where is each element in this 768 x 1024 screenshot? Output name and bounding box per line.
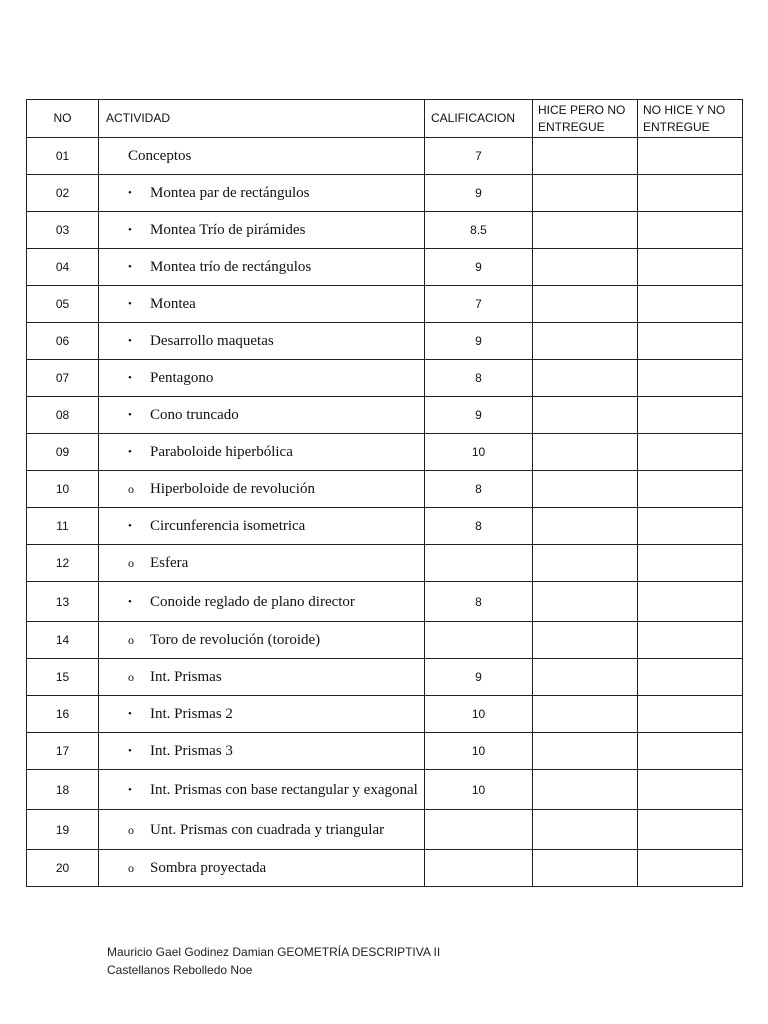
- no-hice-y-no-entregue-cell: [638, 397, 743, 434]
- row-number: 04: [27, 249, 99, 286]
- row-number: 03: [27, 212, 99, 249]
- activity-cell: [99, 770, 425, 810]
- no-hice-y-no-entregue-cell: [638, 175, 743, 212]
- row-number: 06: [27, 323, 99, 360]
- row-number: 11: [27, 508, 99, 545]
- hice-pero-no-entregue-cell: [533, 696, 638, 733]
- activity-cell: [99, 545, 425, 582]
- hollow-bullet-icon: o: [128, 822, 134, 837]
- hice-pero-no-entregue-cell: [533, 471, 638, 508]
- hice-pero-no-entregue-cell: [533, 323, 638, 360]
- hice-pero-no-entregue-cell: [533, 545, 638, 582]
- grades-table: [26, 99, 743, 887]
- row-number: 17: [27, 733, 99, 770]
- grade-cell: [425, 850, 533, 887]
- activity-name: Montea Trío de pirámides: [150, 222, 306, 238]
- no-hice-y-no-entregue-cell: [638, 508, 743, 545]
- row-number: 05: [27, 286, 99, 323]
- hice-pero-no-entregue-cell: [533, 582, 638, 622]
- table-row: [27, 545, 743, 582]
- footer-teacher: Castellanos Rebolledo Noe: [107, 963, 253, 977]
- table-row: [27, 323, 743, 360]
- grade-cell: 10: [425, 434, 533, 471]
- bullet-icon: •: [128, 224, 132, 236]
- grade-cell: 8: [425, 508, 533, 545]
- hice-pero-no-entregue-cell: [533, 397, 638, 434]
- activity-cell: [99, 175, 425, 212]
- table-row: [27, 622, 743, 659]
- grade-cell: 8: [425, 471, 533, 508]
- activity-name: Unt. Prismas con cuadrada y triangular: [150, 821, 385, 838]
- grade-cell: 8: [425, 360, 533, 397]
- activity-name: Toro de revolución (toroide): [150, 632, 321, 648]
- activity-cell: [99, 360, 425, 397]
- header-actividad: ACTIVIDAD: [99, 100, 425, 138]
- table-row: [27, 397, 743, 434]
- no-hice-y-no-entregue-cell: [638, 696, 743, 733]
- activity-cell: [99, 397, 425, 434]
- grade-cell: 7: [425, 138, 533, 175]
- header-no-hice-y-no-entregue: [638, 100, 743, 138]
- no-hice-y-no-entregue-cell: [638, 770, 743, 810]
- grade-cell: [425, 810, 533, 850]
- activity-cell: [99, 471, 425, 508]
- header-hice-line2: ENTREGUE: [538, 119, 605, 134]
- activity-name: Int. Prismas: [150, 669, 222, 685]
- grade-cell: 9: [425, 323, 533, 360]
- row-number: 01: [27, 138, 99, 175]
- hice-pero-no-entregue-cell: [533, 212, 638, 249]
- hollow-bullet-icon: o: [128, 670, 134, 684]
- grade-cell: 9: [425, 175, 533, 212]
- header-calificacion: CALIFICACION: [425, 100, 533, 138]
- footer-author-course: Mauricio Gael Godinez Damian GEOMETRÍA DESCRIPTIVA II: [107, 945, 441, 959]
- hollow-bullet-icon: o: [128, 482, 134, 496]
- bullet-icon: •: [128, 520, 132, 532]
- activity-name: Int. Prismas 2: [150, 706, 233, 722]
- row-number: 14: [27, 622, 99, 659]
- activity-cell: [99, 733, 425, 770]
- header-nohice-line1: NO HICE Y NO: [643, 102, 726, 117]
- no-hice-y-no-entregue-cell: [638, 622, 743, 659]
- hice-pero-no-entregue-cell: [533, 810, 638, 850]
- activity-name: Montea trío de rectángulos: [150, 259, 312, 275]
- bullet-icon: •: [128, 708, 132, 720]
- no-hice-y-no-entregue-cell: [638, 360, 743, 397]
- activity-cell: [99, 212, 425, 249]
- table-row: [27, 850, 743, 887]
- activity-name: Int. Prismas con base rectangular y exagonal: [150, 781, 418, 798]
- grade-cell: [425, 622, 533, 659]
- no-hice-y-no-entregue-cell: [638, 733, 743, 770]
- hollow-bullet-icon: o: [128, 556, 134, 570]
- table-row: [27, 471, 743, 508]
- row-number: 08: [27, 397, 99, 434]
- hice-pero-no-entregue-cell: [533, 659, 638, 696]
- table-row: [27, 508, 743, 545]
- activity-name: Pentagono: [150, 370, 214, 386]
- hice-pero-no-entregue-cell: [533, 286, 638, 323]
- row-number: 09: [27, 434, 99, 471]
- no-hice-y-no-entregue-cell: [638, 138, 743, 175]
- activity-name: Sombra proyectada: [150, 860, 267, 876]
- activity-cell: [99, 810, 425, 850]
- row-number: 16: [27, 696, 99, 733]
- footer: [107, 943, 440, 979]
- activity-cell: [99, 286, 425, 323]
- table-row: [27, 286, 743, 323]
- table-row: [27, 810, 743, 850]
- row-number: 19: [27, 810, 99, 850]
- hice-pero-no-entregue-cell: [533, 850, 638, 887]
- hice-pero-no-entregue-cell: [533, 138, 638, 175]
- activity-name: Cono truncado: [150, 407, 239, 423]
- grade-cell: 9: [425, 249, 533, 286]
- table-row: [27, 175, 743, 212]
- header-hice-line1: HICE PERO NO: [538, 102, 626, 117]
- activity-name: Hiperboloide de revolución: [150, 481, 315, 497]
- table-row: [27, 360, 743, 397]
- activity-cell: [99, 138, 425, 175]
- no-hice-y-no-entregue-cell: [638, 545, 743, 582]
- grade-cell: 9: [425, 659, 533, 696]
- header-hice-pero-no-entregue: [533, 100, 638, 138]
- header-no: NO: [27, 100, 99, 138]
- bullet-icon: •: [128, 595, 132, 608]
- activity-cell: [99, 659, 425, 696]
- table-row: [27, 434, 743, 471]
- row-number: 15: [27, 659, 99, 696]
- no-hice-y-no-entregue-cell: [638, 582, 743, 622]
- row-number: 02: [27, 175, 99, 212]
- activity-name: Conceptos: [128, 148, 192, 164]
- no-hice-y-no-entregue-cell: [638, 249, 743, 286]
- activity-cell: [99, 582, 425, 622]
- row-number: 12: [27, 545, 99, 582]
- activity-cell: [99, 249, 425, 286]
- row-number: 07: [27, 360, 99, 397]
- row-number: 13: [27, 582, 99, 622]
- activity-name: Montea par de rectángulos: [150, 185, 310, 201]
- table-header-row: [27, 100, 743, 138]
- grade-cell: 7: [425, 286, 533, 323]
- no-hice-y-no-entregue-cell: [638, 810, 743, 850]
- grade-cell: 8.5: [425, 212, 533, 249]
- table-row: [27, 138, 743, 175]
- grade-cell: 8: [425, 582, 533, 622]
- activity-cell: [99, 508, 425, 545]
- hice-pero-no-entregue-cell: [533, 508, 638, 545]
- hollow-bullet-icon: o: [128, 861, 134, 875]
- grade-cell: 10: [425, 733, 533, 770]
- table-row: [27, 770, 743, 810]
- activity-cell: [99, 622, 425, 659]
- hice-pero-no-entregue-cell: [533, 249, 638, 286]
- bullet-icon: •: [128, 745, 132, 757]
- activity-cell: [99, 323, 425, 360]
- activity-name: Desarrollo maquetas: [150, 333, 274, 349]
- activity-name: Conoide reglado de plano director: [150, 593, 355, 610]
- activity-name: Paraboloide hiperbólica: [150, 444, 293, 460]
- grade-cell: 9: [425, 397, 533, 434]
- table-body: [27, 138, 743, 887]
- table-row: [27, 733, 743, 770]
- table-row: [27, 696, 743, 733]
- hice-pero-no-entregue-cell: [533, 434, 638, 471]
- row-number: 18: [27, 770, 99, 810]
- hice-pero-no-entregue-cell: [533, 622, 638, 659]
- row-number: 20: [27, 850, 99, 887]
- hice-pero-no-entregue-cell: [533, 360, 638, 397]
- no-hice-y-no-entregue-cell: [638, 471, 743, 508]
- bullet-icon: •: [128, 409, 132, 421]
- header-nohice-line2: ENTREGUE: [643, 119, 710, 134]
- bullet-icon: •: [128, 446, 132, 458]
- table-row: [27, 659, 743, 696]
- activity-cell: [99, 434, 425, 471]
- activity-name: Int. Prismas 3: [150, 743, 233, 759]
- no-hice-y-no-entregue-cell: [638, 659, 743, 696]
- bullet-icon: •: [128, 261, 132, 273]
- bullet-icon: •: [128, 335, 132, 347]
- activity-cell: [99, 696, 425, 733]
- table-row: [27, 212, 743, 249]
- bullet-icon: •: [128, 783, 132, 796]
- table-row: [27, 582, 743, 622]
- no-hice-y-no-entregue-cell: [638, 323, 743, 360]
- activity-name: Montea: [150, 296, 196, 312]
- hice-pero-no-entregue-cell: [533, 770, 638, 810]
- no-hice-y-no-entregue-cell: [638, 286, 743, 323]
- activity-name: Circunferencia isometrica: [150, 518, 306, 534]
- table-row: [27, 249, 743, 286]
- hice-pero-no-entregue-cell: [533, 175, 638, 212]
- grade-cell: [425, 545, 533, 582]
- grade-cell: 10: [425, 770, 533, 810]
- no-hice-y-no-entregue-cell: [638, 212, 743, 249]
- hice-pero-no-entregue-cell: [533, 733, 638, 770]
- bullet-icon: •: [128, 298, 132, 310]
- row-number: 10: [27, 471, 99, 508]
- no-hice-y-no-entregue-cell: [638, 850, 743, 887]
- hollow-bullet-icon: o: [128, 633, 134, 647]
- bullet-icon: •: [128, 372, 132, 384]
- activity-cell: [99, 850, 425, 887]
- activity-name: Esfera: [150, 555, 189, 571]
- grade-cell: 10: [425, 696, 533, 733]
- no-hice-y-no-entregue-cell: [638, 434, 743, 471]
- bullet-icon: •: [128, 187, 132, 199]
